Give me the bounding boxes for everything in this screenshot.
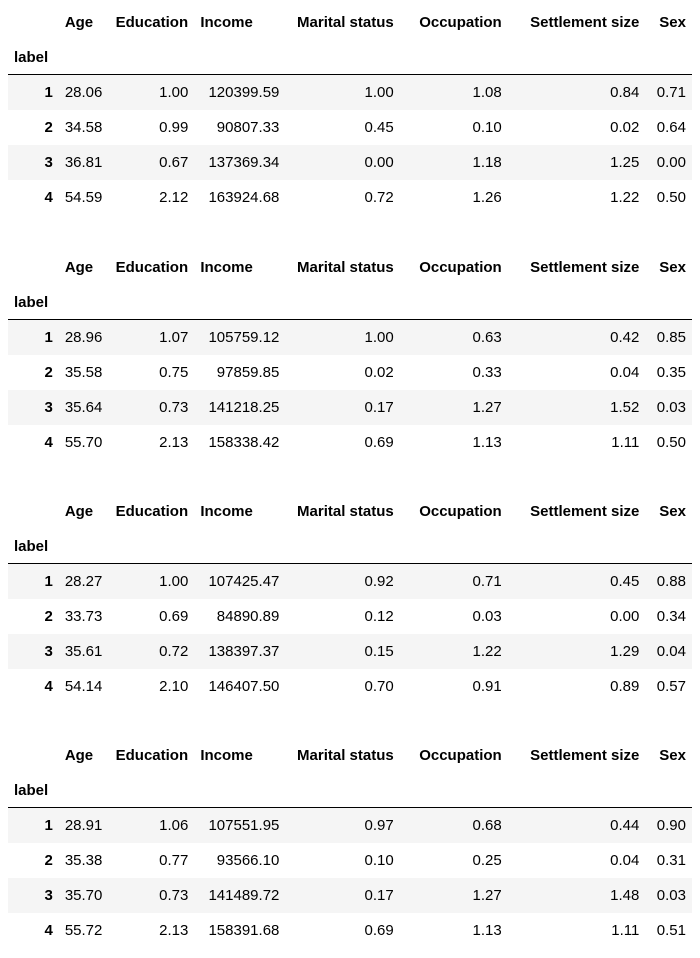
dataframe-table-2 xyxy=(8,249,692,460)
row-label: 3 xyxy=(44,153,53,171)
cell-occupation: 0.68 xyxy=(472,816,502,834)
column-header-sex: Sex xyxy=(659,502,686,520)
cell-occupation: 1.18 xyxy=(472,153,502,171)
cell-education: 2.10 xyxy=(159,677,189,695)
corner-cell xyxy=(8,493,59,529)
row-label: 4 xyxy=(44,188,53,206)
cell-settlement-size: 1.29 xyxy=(610,642,640,660)
cell-income: 158338.42 xyxy=(208,433,280,451)
cell-sex: 0.03 xyxy=(656,886,686,904)
cell-education: 0.73 xyxy=(159,398,189,416)
cell-settlement-size: 0.89 xyxy=(610,677,640,695)
cell-education: 0.72 xyxy=(159,642,189,660)
cell-education: 0.67 xyxy=(159,153,189,171)
cell-occupation: 1.27 xyxy=(472,886,502,904)
table-row xyxy=(8,669,692,704)
row-label: 1 xyxy=(44,816,53,834)
row-label: 1 xyxy=(44,572,53,590)
row-label: 3 xyxy=(44,642,53,660)
cell-education: 1.07 xyxy=(159,328,189,346)
corner-cell xyxy=(8,249,59,285)
cell-education: 1.00 xyxy=(159,572,189,590)
cell-marital-status: 0.17 xyxy=(364,398,394,416)
cell-income: 107425.47 xyxy=(208,572,280,590)
cell-marital-status: 1.00 xyxy=(364,328,394,346)
cell-sex: 0.71 xyxy=(656,83,686,101)
row-label: 2 xyxy=(44,607,53,625)
column-header-occupation: Occupation xyxy=(419,502,502,520)
table-row xyxy=(8,843,692,878)
column-header-education: Education xyxy=(115,258,189,276)
cell-settlement-size: 0.42 xyxy=(610,328,640,346)
cell-age: 28.96 xyxy=(64,328,103,346)
table-row xyxy=(8,145,692,180)
cell-age: 55.72 xyxy=(64,921,103,939)
cell-education: 0.73 xyxy=(159,886,189,904)
cell-sex: 0.00 xyxy=(656,153,686,171)
cell-marital-status: 0.72 xyxy=(364,188,394,206)
cell-income: 141489.72 xyxy=(208,886,280,904)
row-label: 4 xyxy=(44,921,53,939)
cell-settlement-size: 0.02 xyxy=(610,118,640,136)
table-row xyxy=(8,425,692,460)
column-header-settlement-size: Settlement size xyxy=(530,502,640,520)
table-row xyxy=(8,320,692,355)
column-header-sex: Sex xyxy=(659,13,686,31)
cell-marital-status: 0.69 xyxy=(364,433,394,451)
cell-settlement-size: 0.45 xyxy=(610,572,640,590)
cell-age: 35.61 xyxy=(64,642,103,660)
table-row xyxy=(8,913,692,948)
cell-income: 141218.25 xyxy=(208,398,280,416)
cell-income: 158391.68 xyxy=(208,921,280,939)
cell-settlement-size: 0.84 xyxy=(610,83,640,101)
index-name: label xyxy=(8,285,59,320)
table-row xyxy=(8,808,692,843)
cell-income: 137369.34 xyxy=(208,153,280,171)
column-header-sex: Sex xyxy=(659,258,686,276)
cell-marital-status: 0.02 xyxy=(364,363,394,381)
cell-settlement-size: 0.04 xyxy=(610,851,640,869)
cell-sex: 0.31 xyxy=(656,851,686,869)
row-label: 4 xyxy=(44,433,53,451)
table-row xyxy=(8,599,692,634)
row-label: 3 xyxy=(44,398,53,416)
cell-sex: 0.04 xyxy=(656,642,686,660)
cell-education: 0.75 xyxy=(159,363,189,381)
cell-occupation: 1.13 xyxy=(472,433,502,451)
cell-sex: 0.90 xyxy=(656,816,686,834)
table-row xyxy=(8,180,692,215)
row-label: 2 xyxy=(44,851,53,869)
cell-age: 35.70 xyxy=(64,886,103,904)
cell-income: 107551.95 xyxy=(208,816,280,834)
cell-income: 93566.10 xyxy=(216,851,280,869)
cell-education: 0.69 xyxy=(159,607,189,625)
column-header-marital-status: Marital status xyxy=(297,502,394,520)
column-header-income: Income xyxy=(200,258,253,276)
cell-settlement-size: 0.00 xyxy=(610,607,640,625)
cell-occupation: 0.03 xyxy=(472,607,502,625)
cell-occupation: 1.22 xyxy=(472,642,502,660)
cell-occupation: 1.26 xyxy=(472,188,502,206)
cell-marital-status: 0.70 xyxy=(364,677,394,695)
column-header-marital-status: Marital status xyxy=(297,746,394,764)
cell-occupation: 0.25 xyxy=(472,851,502,869)
dataframe-table-1 xyxy=(8,4,692,215)
column-header-marital-status: Marital status xyxy=(297,13,394,31)
column-header-occupation: Occupation xyxy=(419,13,502,31)
cell-age: 28.91 xyxy=(64,816,103,834)
cell-occupation: 1.13 xyxy=(472,921,502,939)
column-header-income: Income xyxy=(200,13,253,31)
cell-occupation: 0.10 xyxy=(472,118,502,136)
cell-income: 138397.37 xyxy=(208,642,280,660)
table-row xyxy=(8,390,692,425)
cell-settlement-size: 1.25 xyxy=(610,153,640,171)
cell-education: 2.12 xyxy=(159,188,189,206)
cell-age: 34.58 xyxy=(64,118,103,136)
cell-settlement-size: 1.52 xyxy=(610,398,640,416)
column-header-age: Age xyxy=(64,746,94,764)
table-row xyxy=(8,75,692,110)
column-header-occupation: Occupation xyxy=(419,746,502,764)
index-name: label xyxy=(8,529,59,564)
table-row xyxy=(8,110,692,145)
row-label: 1 xyxy=(44,83,53,101)
cell-marital-status: 0.17 xyxy=(364,886,394,904)
cell-sex: 0.88 xyxy=(656,572,686,590)
column-header-education: Education xyxy=(115,13,189,31)
cell-occupation: 0.91 xyxy=(472,677,502,695)
row-label: 1 xyxy=(44,328,53,346)
table-row xyxy=(8,634,692,669)
cell-sex: 0.50 xyxy=(656,188,686,206)
row-label: 3 xyxy=(44,886,53,904)
cell-age: 35.38 xyxy=(64,851,103,869)
cell-income: 84890.89 xyxy=(216,607,280,625)
cell-settlement-size: 0.44 xyxy=(610,816,640,834)
row-label: 2 xyxy=(44,363,53,381)
cell-education: 2.13 xyxy=(159,921,189,939)
cell-education: 0.99 xyxy=(159,118,189,136)
table-row xyxy=(8,564,692,599)
cell-settlement-size: 1.48 xyxy=(610,886,640,904)
cell-occupation: 0.63 xyxy=(472,328,502,346)
corner-cell xyxy=(8,4,59,40)
table-row xyxy=(8,878,692,913)
column-header-settlement-size: Settlement size xyxy=(530,13,640,31)
cell-occupation: 1.08 xyxy=(472,83,502,101)
cell-education: 0.77 xyxy=(159,851,189,869)
row-label: 2 xyxy=(44,118,53,136)
cell-age: 54.59 xyxy=(64,188,103,206)
cell-occupation: 0.71 xyxy=(472,572,502,590)
cell-education: 2.13 xyxy=(159,433,189,451)
cell-income: 90807.33 xyxy=(216,118,280,136)
column-header-education: Education xyxy=(115,502,189,520)
cell-sex: 0.64 xyxy=(656,118,686,136)
cell-marital-status: 0.45 xyxy=(364,118,394,136)
cell-sex: 0.57 xyxy=(656,677,686,695)
cell-settlement-size: 1.22 xyxy=(610,188,640,206)
cell-occupation: 1.27 xyxy=(472,398,502,416)
cell-education: 1.00 xyxy=(159,83,189,101)
column-header-income: Income xyxy=(200,746,253,764)
column-header-income: Income xyxy=(200,502,253,520)
cell-sex: 0.85 xyxy=(656,328,686,346)
cell-age: 54.14 xyxy=(64,677,103,695)
column-header-sex: Sex xyxy=(659,746,686,764)
cell-marital-status: 1.00 xyxy=(364,83,394,101)
cell-age: 35.64 xyxy=(64,398,103,416)
cell-marital-status: 0.97 xyxy=(364,816,394,834)
cell-income: 163924.68 xyxy=(208,188,280,206)
index-name: label xyxy=(8,40,59,75)
cell-marital-status: 0.00 xyxy=(364,153,394,171)
index-name: label xyxy=(8,773,59,808)
column-header-age: Age xyxy=(64,258,94,276)
cell-sex: 0.51 xyxy=(656,921,686,939)
cell-age: 55.70 xyxy=(64,433,103,451)
cell-age: 35.58 xyxy=(64,363,103,381)
cell-sex: 0.03 xyxy=(656,398,686,416)
cell-age: 36.81 xyxy=(64,153,103,171)
cell-income: 97859.85 xyxy=(216,363,280,381)
cell-settlement-size: 1.11 xyxy=(611,433,640,451)
cell-marital-status: 0.92 xyxy=(364,572,394,590)
column-header-settlement-size: Settlement size xyxy=(530,258,640,276)
cell-settlement-size: 1.11 xyxy=(611,921,640,939)
cell-occupation: 0.33 xyxy=(472,363,502,381)
cell-age: 28.06 xyxy=(64,83,103,101)
column-header-age: Age xyxy=(64,502,94,520)
column-header-age: Age xyxy=(64,13,94,31)
row-label: 4 xyxy=(44,677,53,695)
column-header-occupation: Occupation xyxy=(419,258,502,276)
cell-sex: 0.50 xyxy=(656,433,686,451)
cell-marital-status: 0.12 xyxy=(364,607,394,625)
cell-income: 146407.50 xyxy=(208,677,280,695)
table-row xyxy=(8,355,692,390)
cell-marital-status: 0.69 xyxy=(364,921,394,939)
cell-age: 33.73 xyxy=(64,607,103,625)
cell-marital-status: 0.10 xyxy=(364,851,394,869)
cell-education: 1.06 xyxy=(159,816,189,834)
cell-marital-status: 0.15 xyxy=(364,642,394,660)
dataframe-table-4 xyxy=(8,737,692,948)
column-header-education: Education xyxy=(115,746,189,764)
cell-income: 105759.12 xyxy=(208,328,280,346)
corner-cell xyxy=(8,737,59,773)
cell-income: 120399.59 xyxy=(208,83,280,101)
column-header-settlement-size: Settlement size xyxy=(530,746,640,764)
dataframe-table-3 xyxy=(8,493,692,704)
cell-sex: 0.34 xyxy=(656,607,686,625)
cell-sex: 0.35 xyxy=(656,363,686,381)
cell-age: 28.27 xyxy=(64,572,103,590)
cell-settlement-size: 0.04 xyxy=(610,363,640,381)
column-header-marital-status: Marital status xyxy=(297,258,394,276)
